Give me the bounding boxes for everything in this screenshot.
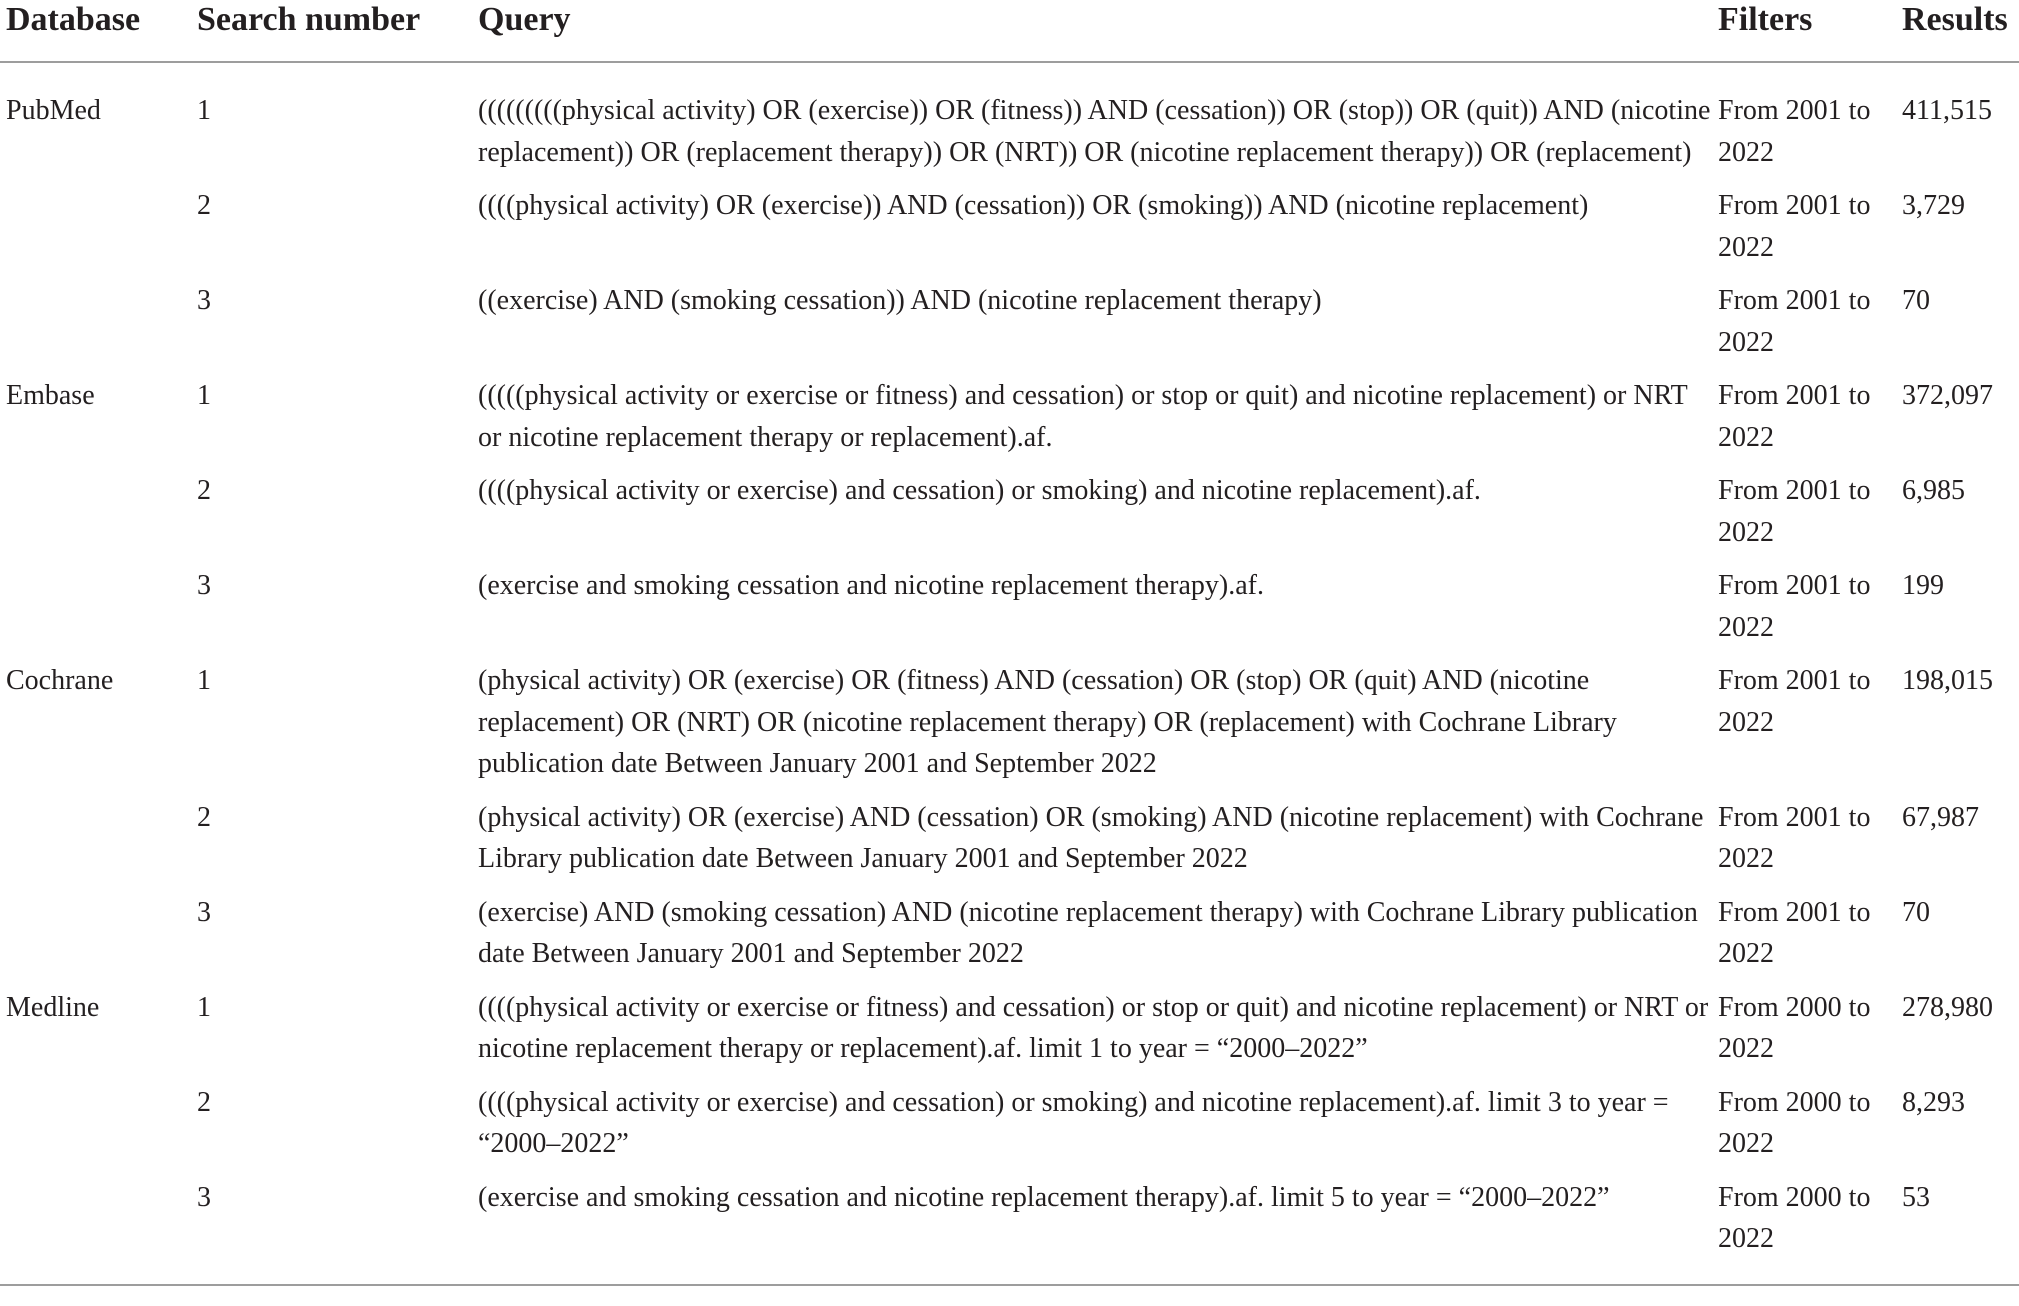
table-row [0, 1082, 2019, 1177]
table-header [0, 0, 2019, 62]
cell-filters: From 2000 to 2022 [1718, 1181, 1871, 1254]
cell-search-number: 3 [197, 1181, 211, 1213]
table-row [0, 892, 2019, 987]
cell-search-number: 1 [197, 991, 211, 1023]
cell-results: 70 [1902, 285, 1930, 316]
cell-filters: From 2001 to 2022 [1718, 95, 1871, 168]
cell-results: 8,293 [1902, 1086, 1965, 1118]
cell-filters: From 2000 to 2022 [1718, 991, 1871, 1064]
cell-filters: From 2001 to 2022 [1718, 380, 1871, 453]
table-row [0, 62, 2019, 185]
cell-search-number: 1 [197, 380, 211, 411]
cell-filters: From 2000 to 2022 [1718, 1086, 1871, 1159]
cell-query: ((((physical activity or exercise) and cessation) or smoking) and nicotine replacement).af. [478, 475, 1481, 506]
table-row [0, 375, 2019, 470]
cell-results: 278,980 [1902, 991, 1993, 1023]
cell-results: 199 [1902, 570, 1944, 601]
cell-query: ((((physical activity or exercise or fitness) and cessation) or stop or quit) and nicotine replacement) or NRT or nicotine replacement therapy or replacement).af. limit 1 to year = “2000–2022” [478, 991, 1709, 1064]
header-database: Database [0, 0, 191, 62]
cell-search-number: 1 [197, 95, 211, 126]
table-row [0, 660, 2019, 797]
cell-filters: From 2001 to 2022 [1718, 285, 1871, 358]
table-footer [0, 1285, 2019, 1286]
bottom-border [0, 1285, 2019, 1286]
cell-filters: From 2001 to 2022 [1718, 801, 1871, 874]
cell-query: ((((physical activity or exercise) and cessation) or smoking) and nicotine replacement).af. limit 3 to year = “2000–2022” [478, 1086, 1669, 1159]
cell-database [0, 892, 191, 987]
cell-search-number: 3 [197, 285, 211, 316]
cell-search-number: 1 [197, 665, 211, 696]
table-row [0, 797, 2019, 892]
cell-database: Medline [6, 991, 100, 1023]
cell-database: PubMed [6, 95, 101, 126]
cell-query: (physical activity) OR (exercise) OR (fitness) AND (cessation) OR (stop) OR (quit) AND (nicotine replacement) OR (NRT) OR (nicotine replacement therapy) OR (replacement) with Cochrane Library publication date Between January 2001 and September 2022 [478, 665, 1617, 779]
footer-rule [0, 1285, 2019, 1286]
cell-query: ((((physical activity) OR (exercise)) AND (cessation)) OR (smoking)) AND (nicotine replacement) [478, 190, 1589, 221]
cell-database: Embase [6, 380, 95, 411]
cell-search-number: 2 [197, 475, 211, 506]
table-body [0, 62, 2019, 1285]
cell-query: (exercise and smoking cessation and nicotine replacement therapy).af. limit 5 to year = “2000–2022” [478, 1181, 1610, 1213]
cell-database [0, 280, 191, 375]
cell-database [0, 1177, 191, 1285]
header-results: Results [1902, 0, 2019, 62]
cell-database [0, 797, 191, 892]
cell-filters: From 2001 to 2022 [1718, 570, 1871, 643]
cell-filters: From 2001 to 2022 [1718, 190, 1871, 263]
table-row [0, 185, 2019, 280]
cell-results: 411,515 [1902, 95, 1992, 126]
cell-query: ((exercise) AND (smoking cessation)) AND (nicotine replacement therapy) [478, 285, 1322, 316]
cell-database: Cochrane [6, 665, 114, 696]
table-row [0, 280, 2019, 375]
cell-results: 6,985 [1902, 475, 1965, 506]
cell-database [0, 470, 191, 565]
cell-filters: From 2001 to 2022 [1718, 665, 1871, 738]
cell-filters: From 2001 to 2022 [1718, 896, 1871, 969]
cell-database [0, 185, 191, 280]
cell-database [0, 565, 191, 660]
cell-query: (physical activity) OR (exercise) AND (cessation) OR (smoking) AND (nicotine replacement) with Cochrane Library publication date Between January 2001 and September 2022 [478, 801, 1704, 874]
table-row [0, 565, 2019, 660]
table-row [0, 1177, 2019, 1285]
cell-database [0, 1082, 191, 1177]
cell-results: 67,987 [1902, 801, 1979, 833]
header-filters: Filters [1712, 0, 1902, 62]
table-row [0, 987, 2019, 1082]
table-row [0, 470, 2019, 565]
cell-query: (((((((((physical activity) OR (exercise)) OR (fitness)) AND (cessation)) OR (stop)) OR (quit)) AND (nicotine replacement)) OR (replacement therapy)) OR (NRT)) OR (nicotine replacement therapy)) OR (replacement) [478, 95, 1711, 168]
header-row [0, 0, 2019, 62]
cell-search-number: 3 [197, 896, 211, 928]
cell-results: 53 [1902, 1181, 1930, 1213]
cell-query: (exercise) AND (smoking cessation) AND (nicotine replacement therapy) with Cochrane Library publication date Between January 2001 and September 2022 [478, 896, 1698, 969]
cell-filters: From 2001 to 2022 [1718, 475, 1871, 548]
cell-search-number: 2 [197, 190, 211, 221]
cell-search-number: 3 [197, 570, 211, 601]
cell-results: 70 [1902, 896, 1930, 928]
cell-query: (exercise and smoking cessation and nicotine replacement therapy).af. [478, 570, 1265, 601]
cell-query: (((((physical activity or exercise or fitness) and cessation) or stop or quit) and nicotine replacement) or NRT or nicotine replacement therapy or replacement).af. [478, 380, 1688, 453]
header-query: Query [472, 0, 1712, 62]
cell-results: 3,729 [1902, 190, 1965, 221]
cell-search-number: 2 [197, 801, 211, 833]
cell-results: 198,015 [1902, 665, 1993, 696]
cell-search-number: 2 [197, 1086, 211, 1118]
cell-results: 372,097 [1902, 380, 1993, 411]
header-search-number: Search number [191, 0, 472, 62]
